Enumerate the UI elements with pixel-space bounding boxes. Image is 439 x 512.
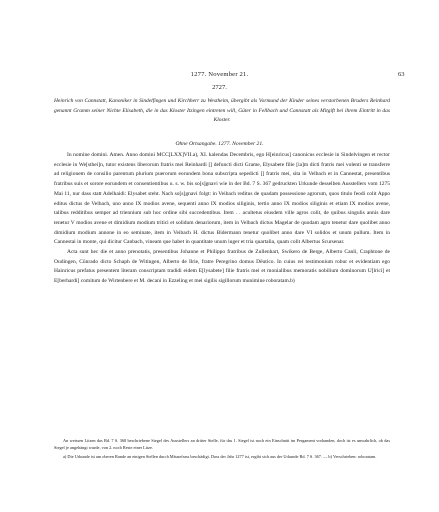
charter-text (54, 151, 390, 287)
document-summary: Heinrich von Cannstatt, Kanoniker in Sindelfingen und Kirchherr zu Westheim, übergibt als Vormund der Kinder seines verstorbenen Bruders Reinhard genannt Gramm seiner Nichte Elisabeth, die in das Kloster Itzingen eintreten will, Güter in Fellbach und Cannstatt als Mitgift bei ihrem Eintritt in das Kloster. (54, 98, 390, 124)
footnote-critical: a) Die Urkunde ist am oberen Rande an einigen Stellen durch Mäusefrass beschädigt. Dass der Jahr 1277 ist, ergibt sich aus der Urkunde Bd. 7 S. 367. — b) Verschrieben: roboratam. (63, 453, 377, 459)
footnote-seal: An weissen Litzen das Bd. 7 S. 368 beschriebene Siegel des Ausstellers an dritter Stelle, für das 1. Siegel ist noch ein Einschnitt im Pergament vorhanden, doch ist es unwahrlich, ob das Siegel je angehängt wurde, von 2. noch Reste einer Litze. (54, 438, 390, 451)
footnotes (54, 437, 390, 460)
document-number: 2727. (212, 84, 227, 91)
place-date-line: Ohne Ortsangabe. 1277. November 21. (175, 141, 264, 147)
charter-paragraph: Acta sunt hec die et anno prenotatis, presentibus Johanne et Philippo fratribus de Zullenhart, Swikero de Berge, Alberto Canli, Craphtone de Oudingen, Cūnrado dicto Schaph de Witingen, Alberto de Ilrie, fratre Peregrino domus Dēutico. In cuius rei testimonium robur et evidentiam ego Hainricus prefatus presentem literam conscriptam tradidi eidem E[lysabete] filie fratris mei et monialibus memoratis nobilium dominorum U[lrici] et E[berhardi] comitum de Wirtenbere et M. decani in Ezzeling et mei sigilis sigillorum munimine roboratam.b) (54, 249, 390, 285)
page-number: 63 (398, 71, 405, 78)
running-header-date: 1277. November 21. (190, 71, 249, 78)
charter-paragraph: In nomine domini. Amen. Anno domini MCC[LXX]VII.a), XI. kalendas Decembris, ego H[einricus] canonicus ecclesie in Sindelvingen et rector ecclesie in We[sthei]n, tutor existens liberorum fratris mei Reinhardi [] defuncti dicti Grame, Elysabete filie [ia]m dicti fratris mei volenti se transferre ad religionem de consilio parentum plurium puerorum eorundem bona subscripta sepedicti [] fratris mei, sita in Velbach et in Cannestat, presentibus fratribus suis et sorore eorundem et consentientibus u. s. w. bis so[s]gnavi wie in der Bd. 7 S. 367 gedruckten Urkunde desselben Ausstellers vom 1275 Mai 11, nur dass statt Adelhaidi: Elysabet steht. Nach so[s]gnavi folgt: in Veibach reditus de quadam possessione agrorum, quos titulo feodi colit Appo editus dictus de Velbach, uno anno IX modios avene, sequenti anno IX modios siliginis, tertio anno IX modios siliginis et etiam IX modios avene, talibus redditibus semper ad triennium sub hoc ordine sibi succedentibus. Item . . acultetus eiusdem ville agros colit, de quibus singulis annis dare tenetur V modios avene et dimidium modium tritici et solidum denariorum, item in Velbach dictus Magelar de quodam agro tenetur dare quolibet anno dimidium modium annone in eo seminate, item in Veibach H. dictus Bidermann tenetur quolibet anno dare VI solidos et unum pullum. Item in Cannestai in monte, qui dicitur Canbach, vineam que habet in quantitate unum iuger et tria quartalia, quam colit Albertus Scursenar. (54, 152, 390, 246)
